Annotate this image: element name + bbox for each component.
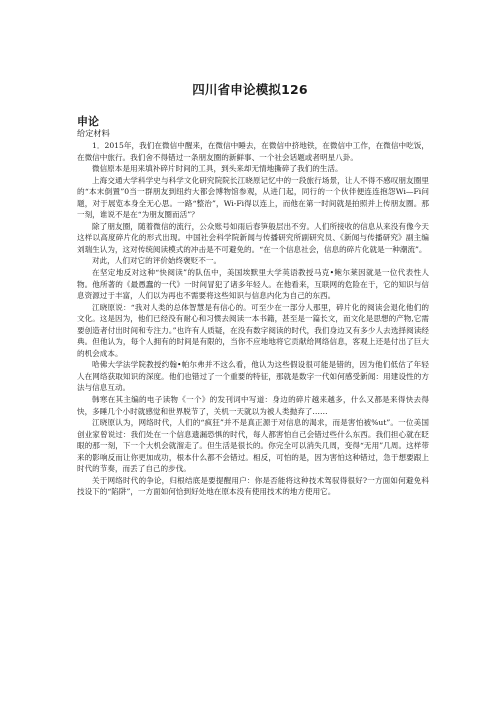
paragraph: 江晓原认为，网络时代，人们的“疯狂”并不是真正源于对信息的渴求，而是害怕被%ut”。一位美国创业家曾说过：我们处在一个信息遗漏恐惧的时代，每人都害怕自己会错过些什么东西。我们担心就在眨眼的那一刻，下一个大机会就溜走了。但生活是很长的。你完全可以消失几周，变得“无用”几周。这样带来的影响反而让你更加成功，根本什么都不会错过。相反，可怕的是，因为害怕这种错过，急于想要跟上时代的节奏，而丢了自己的步伐。	[77, 418, 429, 474]
paragraph: 1．2015年，我们在微信中醒来，在微信中睡去，在微信中挤地铁，在微信中工作，在微信中吃饭，在微信中旅行。我们舍不得错过一条朋友圈的新鲜事、一个社会话题或者明星八卦。	[77, 141, 429, 162]
paragraph: 除了朋友圈，随着微信的流行，公众账号如雨后春笋般层出不穷。人们所接收的信息从来没有像今天这样以高度碎片化的形式出现。中国社会科学院新闻与传播研究所副研究员、《新闻与传播研究》副主编刘瑞生认为，这对传统阅读模式的冲击是不可避免的。“在一个信息社会，信息的碎片化就是一种潮流”。	[77, 221, 429, 254]
section-subheading: 给定材料	[77, 128, 110, 138]
paragraph: 上海交通大学科学史与科学文化研究院院长江晓原记忆中的一段旅行场景，让人不得不感叹朋友圈里的“本末倒置”0当一群朋友到纽约大都会博物馆参观，从进门起，同行的一个伙伴便连连抱怨Wi—Fi问题，对于展览本身全无心思。一路“整治”，Wi-Fi得以连上，而他在第一时间就是拍照并上传朋友圈。那一刻，谁说不是在“为朋友圈而活”？	[77, 175, 429, 220]
section-heading: 申论	[77, 115, 99, 128]
paragraph: 韩寒在其主编的电子读物《一个》的发刊词中写道：身边的碎片越来越多，什么又都是来得快去得快，多睡几个小时就感觉和世界脱节了，关机一天就以为被人类抛弃了……	[77, 395, 429, 416]
paragraph: 在坚定地反对这种“快阅读”的队伍中，美国埃默里大学英语教授马克•鲍尔莱因就是一位代表性人物。他所著的《最愚蠢的一代》一时间冒犯了诸多年轻人。在他看来，互联网的危险在于，它的知识与信息资源过于丰富，人们以为再也不需要将这些知识与信息内化为自己的东西。	[77, 268, 429, 301]
paragraph: 对此，人们对它的评价始终褒贬不一。	[92, 256, 222, 266]
paragraph: 关于网络时代的争论，归根结底是要提醒用户：你是否能将这种技术驾驭得很好?一方面如何避免科技设下的“陷阱”，一方面如何恰到好处地在原本没有使用技术的地方使用它。	[77, 475, 429, 497]
paragraph: 微信原本是用来填补碎片时间的工具，到头来却无情地撕碎了我们的生活。	[92, 164, 343, 174]
paragraph: 江晓原说：“我对人类的总体智慧是有信心的。可至少在一部分人那里，碎片化的阅读会退化他们的文化。这是因为，他们已经没有耐心和习惯去阅读一本书籍，甚至是一篇长文，而文化是思想的产物,它需要创造者付出时间和专注力。”也许有人质疑，在没有数字阅读的时代，我们身边又有多少人去选择阅读经典。但他认为，每个人拥有的时间是有限的，当你不应地地将它贡献给网络信息，客观上还是付出了巨大的机会成本。	[77, 302, 429, 358]
paragraph: 哈佛大学法学院教授约翰•帕尔弗并不这么看，他认为这些假设很可能是错的，因为他们低估了年轻人在网络获取知识的深度。他们也错过了一个重要的特征，那就是数字一代如何感受新闻：用建设性的方法与信息互动。	[77, 360, 429, 393]
document-body	[77, 140, 429, 498]
document-title: 四川省申论模拟126	[192, 82, 308, 97]
